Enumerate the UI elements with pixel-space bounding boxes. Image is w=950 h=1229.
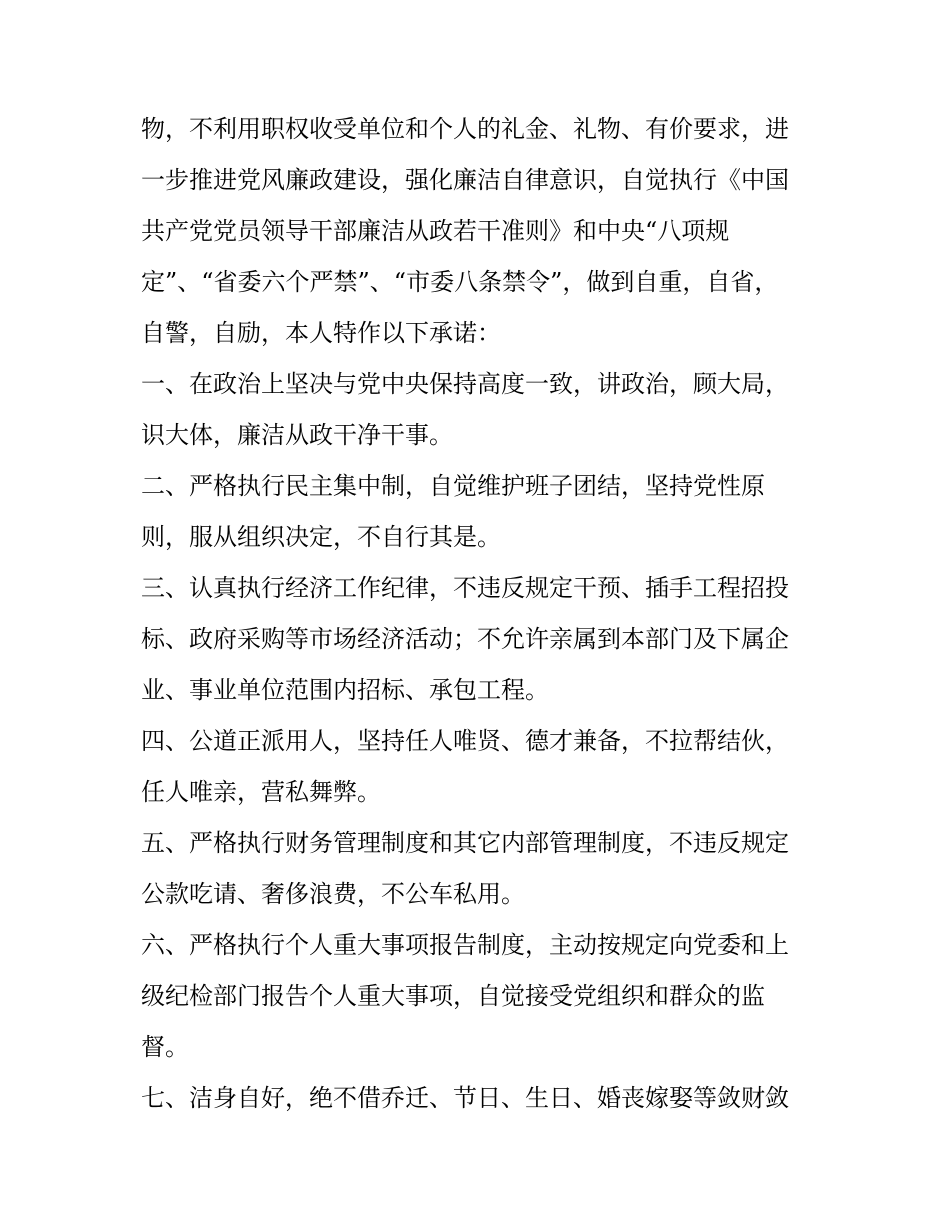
text-line: 七、洁身自好，绝不借乔迁、节日、生日、婚丧嫁娶等敛财敛 (141, 1084, 789, 1112)
document-body (141, 104, 831, 1124)
text-line: 任人唯亲，营私舞弊。 (141, 778, 381, 806)
text-line: 业、事业单位范围内招标、承包工程。 (141, 676, 549, 704)
text-line: 级纪检部门报告个人重大事项，自觉接受党组织和群众的监 (141, 982, 765, 1010)
text-line: 督。 (141, 1033, 189, 1061)
text-line: 共产党党员领导干部廉洁从政若干准则》和中央“八项规 (141, 217, 730, 245)
text-line: 物，不利用职权收受单位和个人的礼金、礼物、有价要求，进 (141, 115, 789, 143)
text-line: 六、严格执行个人重大事项报告制度，主动按规定向党委和上 (141, 931, 789, 959)
text-line: 五、严格执行财务管理制度和其它内部管理制度，不违反规定 (141, 829, 789, 857)
text-line: 二、严格执行民主集中制，自觉维护班子团结，坚持党性原 (141, 472, 765, 500)
text-line: 一步推进党风廉政建设，强化廉洁自律意识，自觉执行《中国 (141, 166, 789, 194)
text-line: 一、在政治上坚决与党中央保持高度一致，讲政治，顾大局， (141, 370, 789, 398)
text-line: 识大体，廉洁从政干净干事。 (141, 421, 453, 449)
text-line: 自警，自励，本人特作以下承诺： (141, 319, 501, 347)
text-line: 三、认真执行经济工作纪律，不违反规定干预、插手工程招投 (141, 574, 789, 602)
text-line: 四、公道正派用人，坚持任人唯贤、德才兼备，不拉帮结伙， (141, 727, 789, 755)
text-line: 标、政府采购等市场经济活动；不允许亲属到本部门及下属企 (141, 625, 789, 653)
text-line: 定”、“省委六个严禁”、“市委八条禁令”，做到自重，自省， (141, 268, 779, 296)
text-line: 则，服从组织决定，不自行其是。 (141, 523, 501, 551)
text-line: 公款吃请、奢侈浪费，不公车私用。 (141, 880, 525, 908)
